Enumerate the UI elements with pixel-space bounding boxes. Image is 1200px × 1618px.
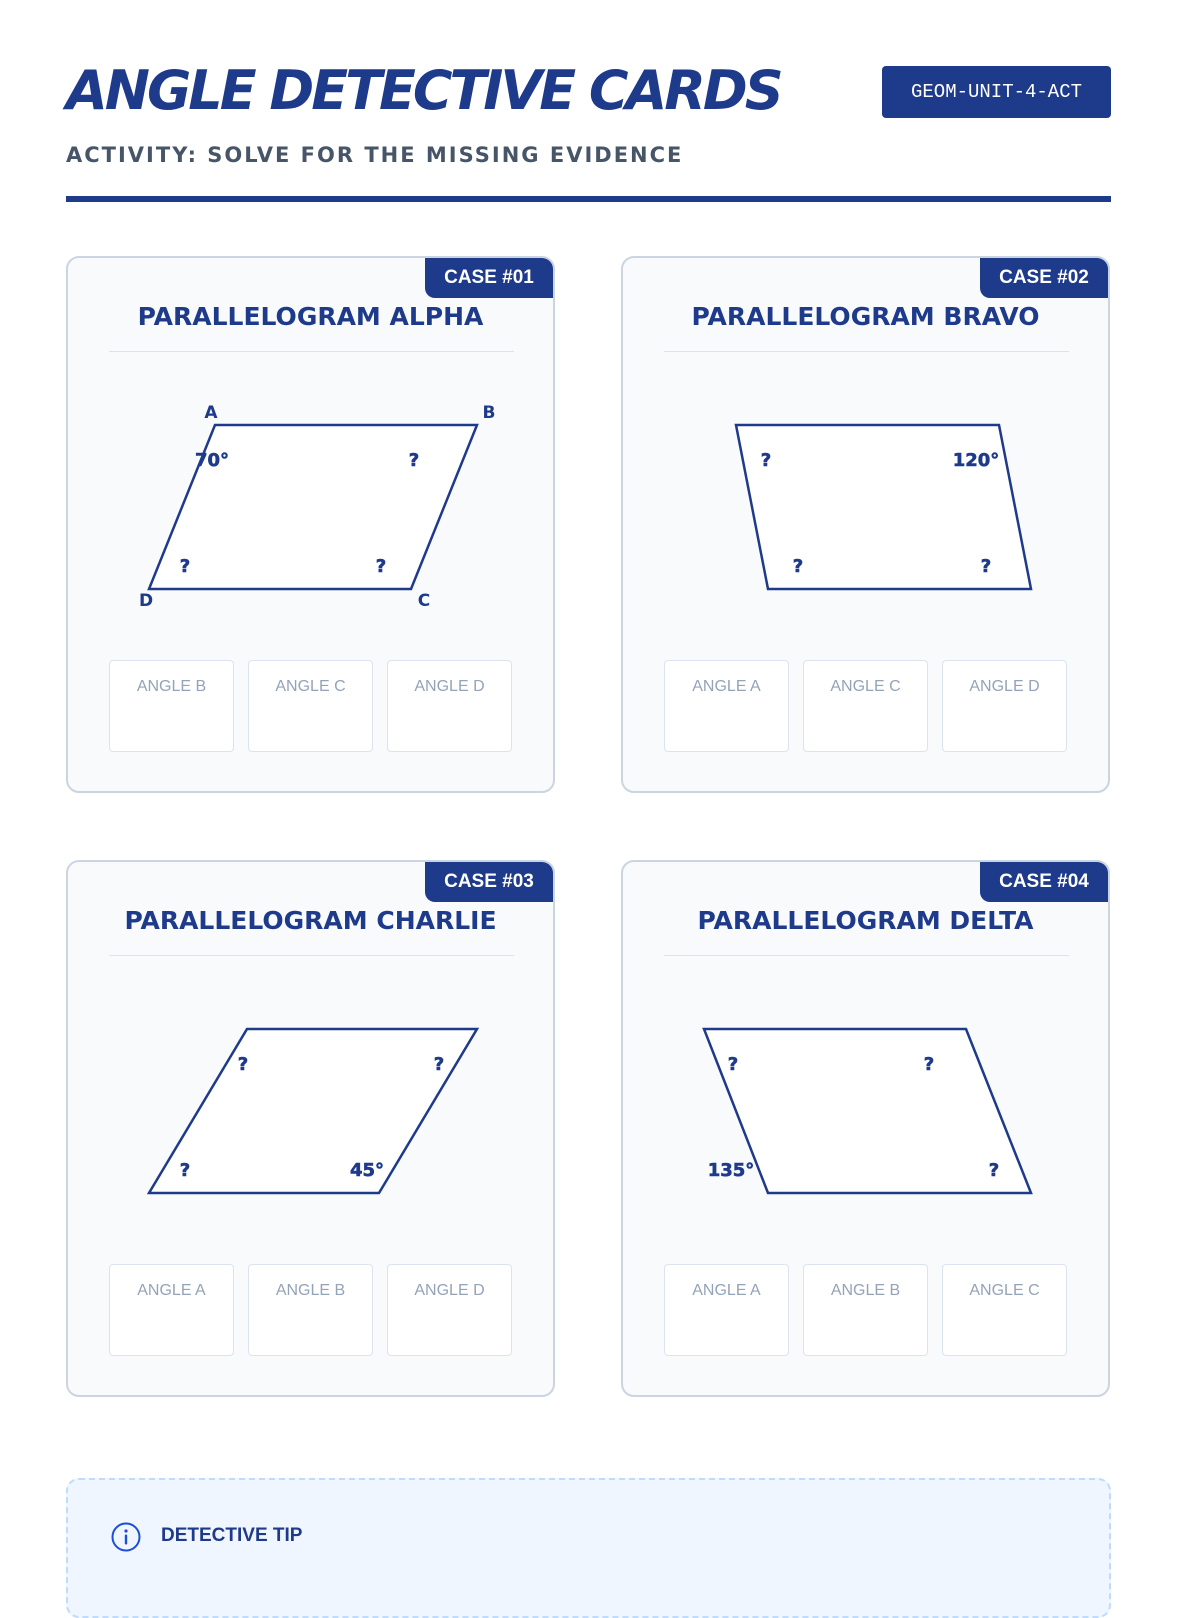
case-number-badge: CASE #03 — [425, 862, 553, 902]
angle-label-d: ? — [179, 556, 191, 577]
answer-box-label: ANGLE D — [969, 678, 1040, 695]
answer-box-label: ANGLE B — [136, 678, 207, 695]
angle-label-b: ? — [433, 1054, 445, 1075]
answer-box-label: ANGLE A — [692, 1282, 761, 1299]
answer-boxes — [664, 1264, 1067, 1356]
answer-box-label: ANGLE C — [830, 678, 901, 695]
info-icon — [110, 1521, 142, 1553]
answer-box-angle-a[interactable] — [664, 660, 789, 752]
case-card-bravo — [621, 256, 1110, 793]
answer-box-angle-a[interactable] — [664, 1264, 789, 1356]
answer-box-angle-c[interactable] — [942, 1264, 1067, 1356]
answer-box-label: ANGLE A — [137, 1282, 206, 1299]
answer-box-label: ANGLE D — [414, 1282, 485, 1299]
angle-label-d: 135° — [707, 1160, 755, 1181]
header-divider — [66, 196, 1111, 202]
answer-box-angle-b[interactable] — [803, 1264, 928, 1356]
answer-boxes — [109, 1264, 512, 1356]
answer-box-angle-b[interactable] — [109, 660, 234, 752]
angle-label-c: ? — [375, 556, 387, 577]
answer-box-label: ANGLE A — [692, 678, 761, 695]
vertex-label-a: A — [204, 403, 218, 423]
card-title: PARALLELOGRAM ALPHA — [137, 302, 484, 331]
answer-boxes — [664, 660, 1067, 752]
vertex-label-b: B — [482, 403, 496, 423]
answer-box-angle-d[interactable] — [387, 660, 512, 752]
parallelogram-figure — [68, 862, 555, 1262]
answer-box-label: ANGLE D — [414, 678, 485, 695]
answer-box-label: ANGLE C — [275, 678, 346, 695]
angle-label-a: ? — [237, 1054, 249, 1075]
card-title: PARALLELOGRAM BRAVO — [691, 302, 1040, 331]
case-card-delta — [621, 860, 1110, 1397]
answer-box-angle-c[interactable] — [248, 660, 373, 752]
answer-box-label: ANGLE B — [275, 1282, 346, 1299]
answer-box-angle-c[interactable] — [803, 660, 928, 752]
angle-label-a: 70° — [194, 450, 230, 471]
vertex-label-d: D — [138, 591, 154, 611]
answer-box-label: ANGLE B — [830, 1282, 901, 1299]
tip-title: DETECTIVE TIP — [161, 1525, 303, 1546]
vertex-label-c: C — [417, 591, 431, 611]
angle-label-b: 120° — [952, 450, 1000, 471]
parallelogram-figure — [623, 258, 1110, 658]
detective-tip-box — [66, 1478, 1111, 1618]
answer-boxes — [109, 660, 512, 752]
case-number-badge: CASE #02 — [980, 258, 1108, 298]
angle-label-a: ? — [727, 1054, 739, 1075]
parallelogram-figure — [68, 258, 555, 658]
case-card-charlie — [66, 860, 555, 1397]
page-title: ANGLE DETECTIVE CARDS — [66, 59, 781, 122]
angle-label-a: ? — [760, 450, 772, 471]
unit-code-badge: GEOM-UNIT-4-ACT — [882, 66, 1111, 118]
parallelogram-figure — [623, 862, 1110, 1262]
angle-label-c: 45° — [349, 1160, 385, 1181]
answer-box-angle-d[interactable] — [387, 1264, 512, 1356]
case-card-alpha — [66, 256, 555, 793]
case-number-badge: CASE #01 — [425, 258, 553, 298]
case-number-badge: CASE #04 — [980, 862, 1108, 902]
card-title: PARALLELOGRAM CHARLIE — [124, 906, 497, 935]
answer-box-angle-d[interactable] — [942, 660, 1067, 752]
answer-box-angle-b[interactable] — [248, 1264, 373, 1356]
card-title: PARALLELOGRAM DELTA — [697, 906, 1034, 935]
angle-label-c: ? — [988, 1160, 1000, 1181]
angle-label-d: ? — [792, 556, 804, 577]
angle-label-c: ? — [980, 556, 992, 577]
page-subtitle: ACTIVITY: SOLVE FOR THE MISSING EVIDENCE — [66, 143, 684, 167]
angle-label-b: ? — [923, 1054, 935, 1075]
angle-label-d: ? — [179, 1160, 191, 1181]
answer-box-label: ANGLE C — [969, 1282, 1040, 1299]
angle-label-b: ? — [408, 450, 420, 471]
parallelogram-shape — [149, 1029, 477, 1193]
answer-box-angle-a[interactable] — [109, 1264, 234, 1356]
